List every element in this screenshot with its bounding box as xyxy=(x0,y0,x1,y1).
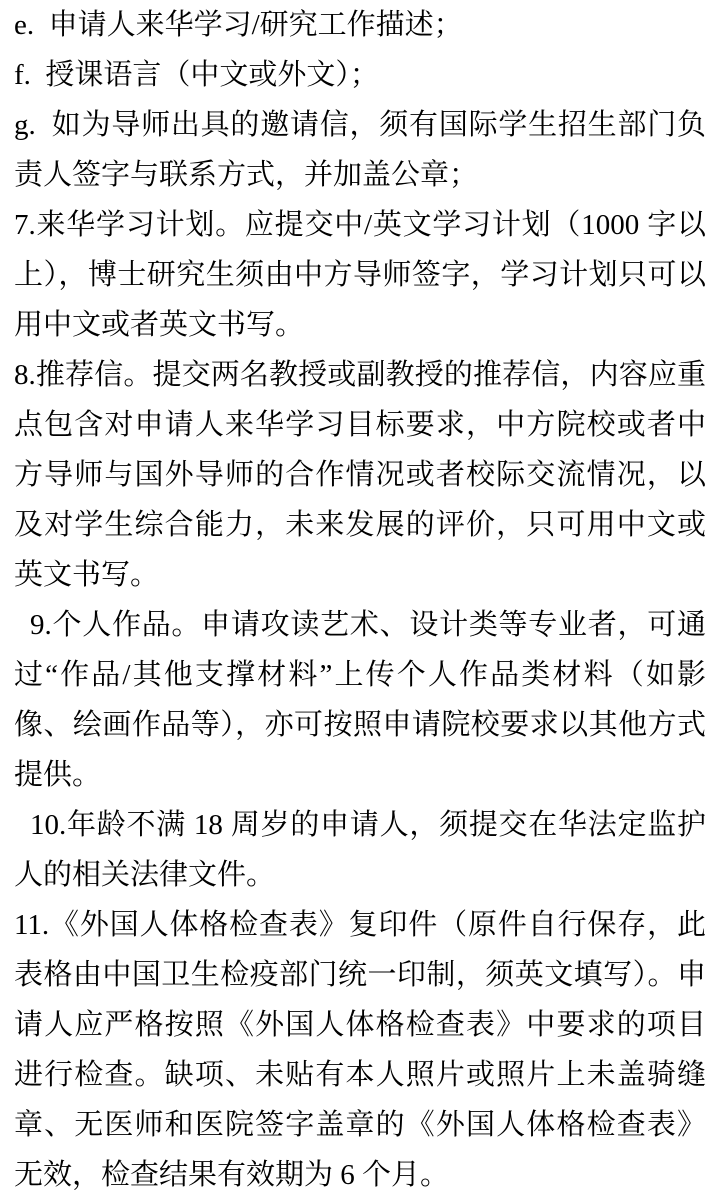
requirement-item-8: 8.推荐信。提交两名教授或副教授的推荐信，内容应重点包含对申请人来华学习目标要求，中方院校或者中方导师与国外导师的合作情况或者校际交流情况，以及对学生综合能力，未来发展的评价，只可用中文或英文书写。 xyxy=(14,359,706,591)
requirement-item-g: g. 如为导师出具的邀请信，须有国际学生招生部门负责人签字与联系方式，并加盖公章； xyxy=(14,109,706,191)
requirement-item-f: f. 授课语言（中文或外文）； xyxy=(14,59,379,91)
requirement-item-9: 9.个人作品。申请攻读艺术、设计类等专业者，可通过“作品/其他支撑材料”上传个人作品类材料（如影像、绘画作品等），亦可按照申请院校要求以其他方式提供。 xyxy=(14,609,706,791)
requirement-item-10: 10.年龄不满 18 周岁的申请人，须提交在华法定监护人的相关法律文件。 xyxy=(14,809,706,891)
requirement-item-11: 11.《外国人体格检查表》复印件（原件自行保存，此表格由中国卫生检疫部门统一印制，须英文填写）。申请人应严格按照《外国人体格检查表》中要求的项目进行检查。缺项、未贴有本人照片或照片上未盖骑缝章、无医师和医院签字盖章的《外国人体格检查表》无效，检查结果有效期为 6 个月。 xyxy=(14,909,706,1191)
requirement-item-7: 7.来华学习计划。应提交中/英文学习计划（1000 字以上），博士研究生须由中方导师签字，学习计划只可以用中文或者英文书写。 xyxy=(14,209,706,341)
requirement-item-e: e. 申请人来华学习/研究工作描述； xyxy=(14,9,463,41)
